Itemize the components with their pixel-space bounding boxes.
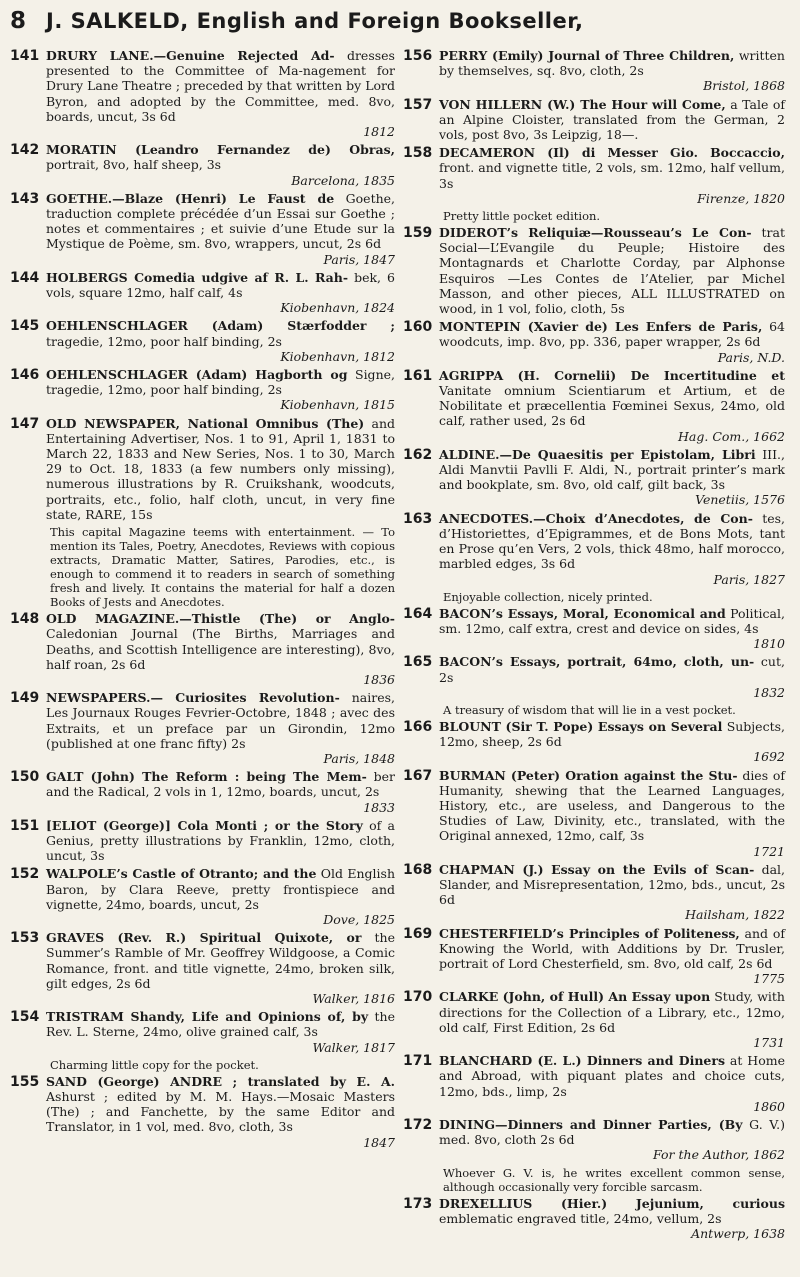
- entry-description: Subjects, 12mo, sheep, 2s 6d: [439, 718, 785, 750]
- entry-lead: ANECDOTES.—Choix d’Anecdotes, de Con-: [439, 510, 753, 526]
- entry-body: [439, 1053, 785, 1114]
- entry-body: [46, 142, 395, 188]
- catalogue-note: This capital Magazine teems with entertainment. — To mention its Tales, Poetry, Anecdotes, Reviews with copious extracts, Dramatic Matter, Satires, Parodies, etc., is enough to commend it to readers in search of something fresh and lively. It contains the material for half a dozen Books of Jests and Anecdotes.: [50, 525, 395, 610]
- entry-description: naires, Les Journaux Rouges Fevrier-Octobre, 1848 ; avec des Extraits, et un preface par un Girondin, 12mo (published at one franc fifty) 2s: [46, 690, 395, 751]
- catalogue-entry: [10, 318, 395, 364]
- entry-lead: MONTEPIN (Xavier de) Les Enfers de Paris,: [439, 319, 763, 335]
- entry-body: [46, 367, 395, 413]
- entry-body: [46, 48, 395, 139]
- entry-imprint: Paris, 1847: [323, 251, 395, 267]
- entry-body: [439, 654, 785, 700]
- entry-description: dies of Humanity, shewing that the Learned Languages, History, etc., are useless, and Dangerous to the Studies of Law, Divinity, etc., translated, with the Original annexed, 12mo, calf, 3s: [439, 767, 786, 844]
- entry-imprint: Hailsham, 1822: [685, 907, 785, 923]
- entry-body: [439, 1117, 785, 1163]
- entry-description: Study, with directions for the Collection of a Library, etc., 12mo, old calf, First Edition, 2s 6d: [439, 989, 785, 1035]
- catalogue-entry: [403, 319, 785, 365]
- entry-description: and of Knowing the World, with Additions by Dr. Trusler, portrait of Lord Chesterfield, sm. 8vo, old calf, 2s 6d: [439, 925, 785, 971]
- entry-number: 145: [10, 318, 40, 335]
- entry-lead: CLARKE (John, of Hull) An Essay upon: [439, 989, 711, 1005]
- entry-description: ber and the Radical, 2 vols in 1, 12mo, boards, uncut, 2s: [46, 769, 395, 800]
- entry-number: 167: [403, 767, 433, 784]
- entry-lead: DECAMERON (Il) di Messer Gio. Boccaccio,: [439, 145, 785, 161]
- catalogue-entry: [10, 930, 395, 1006]
- entry-description: trat Social—L’Evangile du Peuple; Histoire des Montagnards et Charlotte Corday, par Alphonse Esquiros —Les Contes de l’Atelier, par Michel Masson, and other pieces, ALL ILLUSTRATED on wood, in 1 vol, folio, cloth, 5s: [439, 225, 785, 317]
- entry-imprint: Walker, 1816: [312, 990, 395, 1006]
- catalogue-entry: [403, 606, 785, 652]
- entry-number: 147: [10, 415, 40, 432]
- entry-description: Goethe, traduction complete précédée d’un Essai sur Goethe ; notes et commentaires ; et suivie d’une Etude sur la Mystique de Poème, sm. 8vo, wrappers, uncut, 2s 6d: [46, 190, 396, 252]
- entry-imprint: Kiobenhavn, 1824: [280, 300, 395, 316]
- entry-imprint: Hag. Com., 1662: [678, 428, 785, 444]
- entry-lead: ALDINE.—De Quaesitis per Epistolam, Libri: [439, 446, 756, 462]
- page-title: J. SALKELD, English and Foreign Bookseller,: [46, 9, 584, 33]
- catalogue-entry: [10, 367, 395, 413]
- catalogue-entry: [403, 654, 785, 700]
- entry-description: Vanitate omnium Scientiarum et Artium, et de Nobilitate et præcellentia Fœminei Sexus, 24mo, old calf, rather used, 2s 6d: [439, 383, 785, 429]
- entry-number: 150: [10, 769, 40, 786]
- entry-description: Signe, tragedie, 12mo, poor half binding, 2s: [46, 367, 395, 398]
- catalogue-entry: [10, 769, 395, 815]
- catalogue-columns: [10, 48, 790, 1244]
- entry-number: 160: [403, 319, 433, 336]
- entry-number: 146: [10, 367, 40, 384]
- catalogue-entry: [10, 416, 395, 522]
- entry-body: [46, 611, 395, 687]
- entry-imprint: 1810: [753, 636, 785, 652]
- catalogue-entry: [403, 719, 785, 765]
- catalogue-entry: [403, 447, 785, 508]
- entry-description: dresses presented to the Committee of Ma-nagement for Drury Lane Theatre ; preceded by that written by Lord Byron, and adopted by the Committee, med. 8vo, boards, uncut, 3s 6d: [46, 48, 395, 124]
- entry-number: 155: [10, 1073, 40, 1090]
- entry-number: 161: [403, 367, 433, 384]
- entry-lead: VON HILLERN (W.) The Hour will Come,: [439, 96, 726, 112]
- entry-number: 149: [10, 690, 40, 707]
- entry-description: G. V.) med. 8vo, cloth 2s 6d: [439, 1117, 785, 1148]
- entry-number: 162: [403, 446, 433, 463]
- entry-body: [439, 719, 785, 765]
- entry-imprint: Dove, 1825: [323, 911, 395, 927]
- entry-lead: PERRY (Emily) Journal of Three Children,: [439, 48, 735, 63]
- entry-description: portrait, 8vo, half sheep, 3s: [46, 157, 222, 173]
- entry-lead: WALPOLE’s Castle of Otranto; and the: [46, 866, 317, 882]
- catalogue-entry: [403, 1117, 785, 1163]
- entry-lead: BLANCHARD (E. L.) Dinners and Diners: [439, 1053, 725, 1069]
- entry-imprint: For the Author, 1862: [653, 1147, 785, 1163]
- entry-body: [439, 145, 785, 206]
- entry-imprint: Walker, 1817: [312, 1039, 395, 1055]
- entry-description: Old English Baron, by Clara Reeve, pretty frontispiece and vignette, 24mo, boards, uncut, 2s: [46, 866, 395, 912]
- catalogue-entry: [10, 48, 395, 139]
- entry-number: 141: [10, 48, 40, 64]
- catalogue-entry: [403, 511, 785, 587]
- entry-imprint: Firenze, 1820: [697, 190, 785, 206]
- entry-lead: BACON’s Essays, Moral, Economical and: [439, 605, 726, 621]
- catalogue-entry: [403, 1196, 785, 1242]
- entry-imprint: 1812: [363, 124, 395, 140]
- entry-body: [46, 191, 395, 267]
- entry-body: [439, 926, 785, 987]
- catalogue-entry: [10, 818, 395, 864]
- catalogue-entry: [10, 690, 395, 766]
- entry-number: 165: [403, 654, 433, 671]
- entry-body: [439, 768, 785, 859]
- entry-number: 171: [403, 1053, 433, 1070]
- entry-body: [46, 1074, 395, 1150]
- catalogue-entry: [10, 866, 395, 927]
- entry-number: 159: [403, 225, 433, 242]
- entry-number: 173: [403, 1195, 433, 1212]
- entry-number: 154: [10, 1009, 40, 1026]
- catalogue-note: Pretty little pocket edition.: [443, 209, 601, 224]
- entry-description: tragedie, 12mo, poor half binding, 2s: [46, 333, 282, 349]
- catalogue-entry: [403, 768, 785, 859]
- entry-imprint: 1860: [753, 1098, 785, 1114]
- entry-body: [46, 818, 395, 864]
- entry-body: [439, 606, 785, 652]
- entry-imprint: 1775: [753, 971, 785, 987]
- catalogue-entry: [403, 145, 785, 206]
- entry-number: 163: [403, 510, 433, 527]
- entry-lead: OLD MAGAZINE.—Thistle (The) or Anglo-: [46, 611, 395, 627]
- catalogue-entry: [403, 48, 785, 94]
- entry-body: [46, 930, 395, 1006]
- entry-number: 148: [10, 611, 40, 628]
- entry-body: [46, 866, 395, 927]
- entry-description: III., Aldi Manvtii Pavlli F. Aldi, N., portrait printer’s mark and bookplate, sm. 8vo, old calf, gilt back, 3s: [439, 446, 785, 493]
- entry-body: [46, 270, 395, 316]
- entry-body: [46, 416, 395, 522]
- entry-body: [439, 511, 785, 587]
- entry-imprint: Antwerp, 1638: [691, 1226, 785, 1242]
- entry-imprint: Venetiis, 1576: [695, 492, 785, 508]
- entry-description: at Home and Abroad, with piquant plates and choice cuts, 12mo, bds., limp, 2s: [439, 1053, 785, 1099]
- entry-number: 153: [10, 930, 40, 947]
- page-header: [10, 8, 790, 48]
- entry-imprint: 1832: [753, 684, 785, 700]
- entry-number: 158: [403, 145, 433, 162]
- page-number: 8: [10, 8, 27, 34]
- entry-imprint: Barcelona, 1835: [291, 172, 395, 188]
- entry-body: [46, 690, 395, 766]
- entry-lead: OEHLENSCHLAGER (Adam) Hagborth og: [46, 367, 348, 383]
- entry-description: a Tale of an Alpine Cloister, translated from the German, 2 vols, post 8vo, 3s Leipzig, 18—.: [439, 96, 785, 143]
- right-column: [403, 48, 785, 1244]
- entry-body: [439, 1196, 785, 1242]
- entry-imprint: Kiobenhavn, 1812: [280, 348, 395, 364]
- entry-body: [46, 769, 395, 815]
- entry-description: 64 woodcuts, imp. 8vo, pp. 336, paper wrapper, 2s 6d: [439, 319, 786, 350]
- entry-lead: BURMAN (Peter) Oration against the Stu-: [439, 767, 738, 783]
- catalogue-entry: [403, 225, 785, 316]
- catalogue-entry: [403, 989, 785, 1050]
- entry-body: [439, 447, 785, 508]
- entry-number: 169: [403, 925, 433, 942]
- entry-description: dal, Slander, and Misrepresentation, 12mo, bds., uncut, 2s 6d: [439, 861, 785, 908]
- entry-body: [439, 368, 785, 444]
- entry-number: 164: [403, 605, 433, 622]
- catalogue-entry: [10, 142, 395, 188]
- entry-lead: DRURY LANE.—Genuine Rejected Ad-: [46, 48, 335, 63]
- entry-number: 157: [403, 96, 433, 113]
- entry-imprint: Paris, 1827: [713, 571, 785, 587]
- catalogue-note: Whoever G. V. is, he writes excellent common sense, although occasionally very forcible sarcasm.: [443, 1165, 785, 1194]
- entry-lead: HOLBERGS Comedia udgive af R. L. Rah-: [46, 269, 349, 285]
- entry-description: the Rev. L. Sterne, 24mo, olive grained calf, 3s: [46, 1009, 395, 1040]
- entry-number: 152: [10, 866, 40, 883]
- catalogue-entry: [403, 926, 785, 987]
- entry-body: [439, 989, 785, 1050]
- entry-lead: OLD NEWSPAPER, National Omnibus (The): [46, 415, 365, 431]
- entry-description: emblematic engraved title, 24mo, vellum, 2s: [439, 1210, 722, 1226]
- entry-number: 166: [403, 718, 433, 735]
- catalogue-note: Charming little copy for the pocket.: [50, 1057, 259, 1072]
- entry-number: 142: [10, 142, 40, 159]
- catalogue-entry: [10, 1074, 395, 1150]
- entry-imprint: 1721: [753, 843, 785, 859]
- entry-lead: CHAPMAN (J.) Essay on the Evils of Scan-: [439, 861, 755, 877]
- entry-imprint: Paris, N.D.: [717, 349, 785, 365]
- entry-imprint: Kiobenhavn, 1815: [280, 397, 395, 413]
- entry-lead: BACON’s Essays, portrait, 64mo, cloth, un-: [439, 654, 755, 670]
- entry-description: Caledonian Journal (The Births, Marriages and Deaths, and Scottish Intelligence are interesting), 8vo, half roan, 2s 6d: [46, 626, 395, 672]
- catalogue-entry: [10, 270, 395, 316]
- entry-body: [46, 318, 395, 364]
- entry-description: Political, sm. 12mo, calf extra, crest and device on sides, 4s: [439, 605, 785, 636]
- left-column: [10, 48, 395, 1244]
- catalogue-entry: [403, 368, 785, 444]
- entry-lead: SAND (George) ANDRE ; translated by E. A.: [46, 1073, 395, 1089]
- entry-description: cut, 2s: [439, 654, 785, 685]
- catalogue-entry: [403, 97, 785, 143]
- entry-number: 168: [403, 861, 433, 878]
- entry-description: of a Genius, pretty illustrations by Franklin, 12mo, cloth, uncut, 3s: [46, 817, 395, 864]
- entry-number: 144: [10, 269, 40, 286]
- entry-lead: BLOUNT (Sir T. Pope) Essays on Several: [439, 718, 723, 734]
- entry-imprint: 1833: [363, 799, 395, 815]
- entry-lead: GALT (John) The Reform : being The Mem-: [46, 769, 367, 785]
- entry-description: tes, d’Historiettes, d’Epigrammes, et de Bons Mots, tant en Prose qu’en Vers, 2 vols, thick 48mo, half morocco, marbled edges, 3s 6d: [439, 510, 785, 572]
- entry-number: 172: [403, 1117, 433, 1133]
- entry-imprint: 1836: [363, 671, 395, 687]
- catalogue-entry: [403, 1053, 785, 1114]
- entry-lead: DREXELLIUS (Hier.) Jejunium, curious: [439, 1195, 785, 1211]
- entry-description: the Summer’s Ramble of Mr. Geoffrey Wildgoose, a Comic Romance, front. and title vignette, 24mo, broken silk, gilt edges, 2s 6d: [46, 930, 395, 991]
- entry-lead: GRAVES (Rev. R.) Spiritual Quixote, or: [46, 930, 362, 946]
- entry-description: and Entertaining Advertiser, Nos. 1 to 91, April 1, 1831 to March 22, 1833 and New Series, Nos. 1 to 30, March 29 to Oct. 18, 1833 (a few numbers only missing), numerous illustrations by R. Cruikshank, woodcuts, portraits, etc., folio, half cloth, uncut, in very fine state, RARE, 15s: [46, 415, 396, 522]
- entry-lead: NEWSPAPERS.— Curiosites Revolution-: [46, 690, 340, 706]
- entry-lead: DINING—Dinners and Dinner Parties, (By: [439, 1117, 743, 1132]
- entry-lead: OEHLENSCHLAGER (Adam) Stærfodder ;: [46, 318, 395, 334]
- entry-lead: [ELIOT (George)] Cola Monti ; or the Story: [46, 817, 363, 833]
- entry-number: 170: [403, 989, 433, 1006]
- entry-number: 156: [403, 48, 433, 64]
- entry-lead: DIDEROT’s Reliquiæ—Rousseau’s Le Con-: [439, 225, 752, 241]
- catalogue-note: Enjoyable collection, nicely printed.: [443, 589, 653, 604]
- entry-imprint: Paris, 1848: [323, 750, 395, 766]
- entry-imprint: Bristol, 1868: [703, 78, 785, 94]
- entry-lead: CHESTERFIELD’s Principles of Politeness,: [439, 925, 740, 941]
- entry-description: written by themselves, sq. 8vo, cloth, 2s: [439, 48, 785, 79]
- entry-body: [439, 97, 785, 143]
- entry-description: bek, 6 vols, square 12mo, half calf, 4s: [46, 269, 395, 301]
- entry-imprint: 1847: [363, 1134, 395, 1150]
- entry-body: [439, 319, 785, 365]
- entry-lead: AGRIPPA (H. Cornelii) De Incertitudine et: [439, 367, 785, 383]
- entry-lead: MORATIN (Leandro Fernandez de) Obras,: [46, 142, 395, 158]
- entry-lead: TRISTRAM Shandy, Life and Opinions of, by: [46, 1009, 369, 1025]
- entry-body: [439, 862, 785, 923]
- catalogue-entry: [403, 862, 785, 923]
- entry-number: 143: [10, 190, 40, 207]
- entry-imprint: 1692: [753, 749, 785, 765]
- entry-body: [46, 1009, 395, 1055]
- entry-description: front. and vignette title, 2 vols, sm. 12mo, half vellum, 3s: [439, 160, 785, 191]
- entry-number: 151: [10, 817, 40, 834]
- catalogue-entry: [10, 611, 395, 687]
- entry-body: [439, 48, 785, 94]
- catalogue-entry: [10, 191, 395, 267]
- catalogue-note: A treasury of wisdom that will lie in a vest pocket.: [443, 702, 736, 717]
- entry-description: Ashurst ; edited by M. M. Hays.—Mosaic Masters (The) ; and Fanchette, by the same Editor and Translator, in 1 vol, med. 8vo, cloth, 3s: [46, 1088, 395, 1135]
- entry-body: [439, 225, 785, 316]
- entry-imprint: 1731: [753, 1034, 785, 1050]
- entry-lead: GOETHE.—Blaze (Henri) Le Faust de: [46, 190, 335, 206]
- catalogue-entry: [10, 1009, 395, 1055]
